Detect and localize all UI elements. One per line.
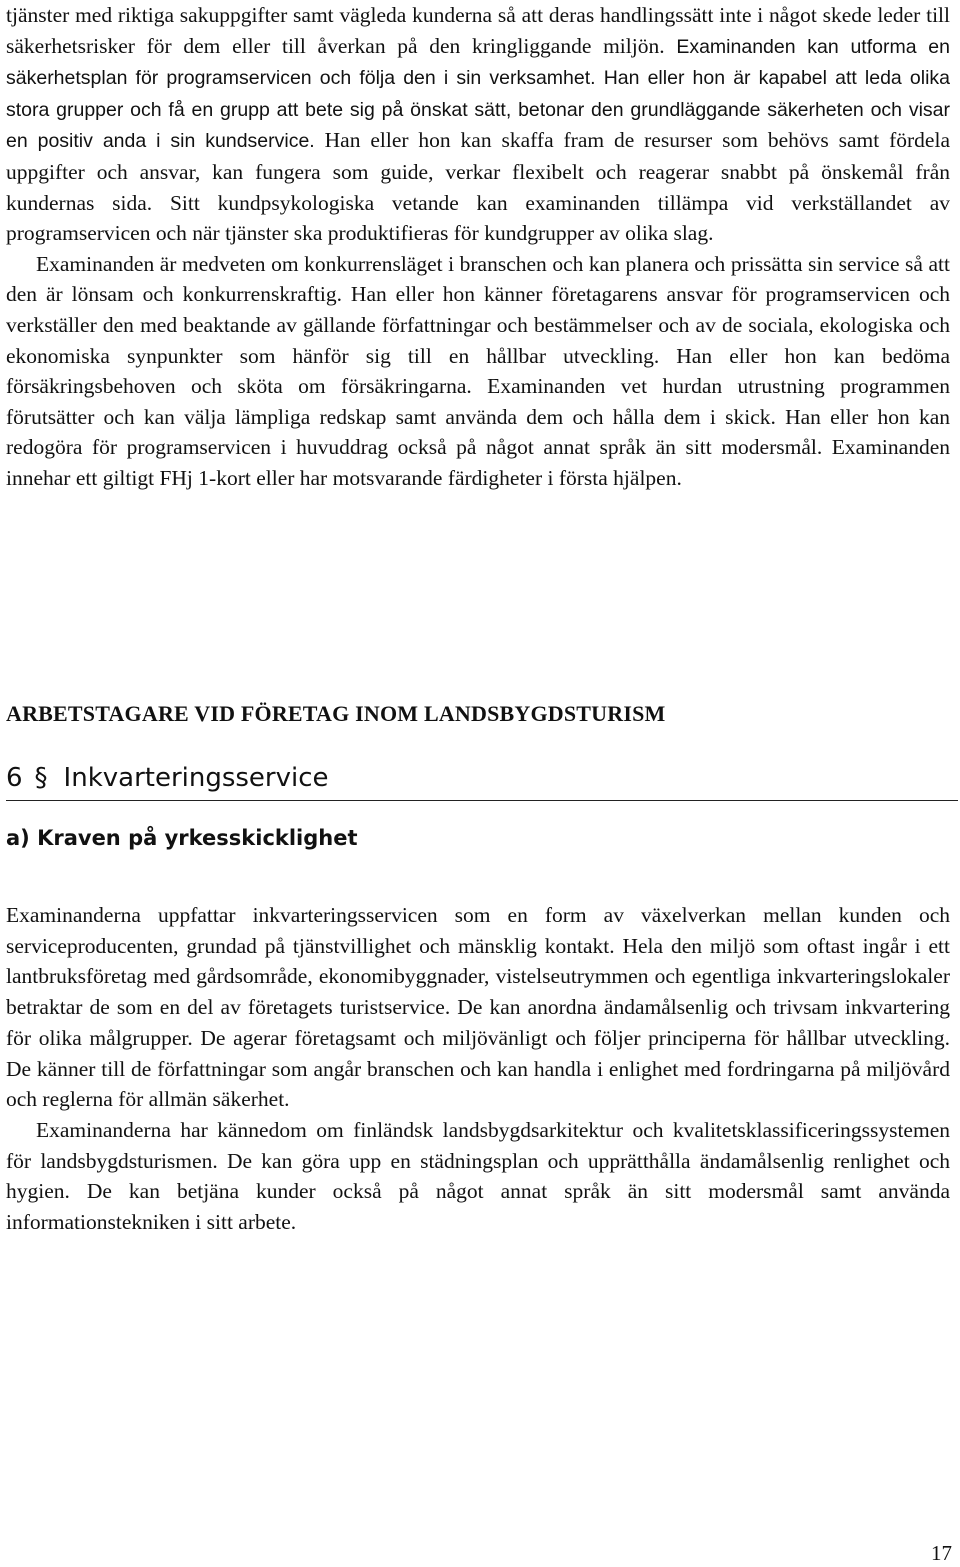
intro-paragraph-2: Examinanden är medveten om konkurrensläget i branschen och kan planera och prissätta sin service så att den är lönsam och konkurrenskraftig. Han eller hon känner företagarens ansvar för programservicen och verkställer den med beaktande av gällande författningar och bestämmelser och av de sociala, ekologiska och ekonomiska synpunkter som hänför sig till en hållbar utveckling. Han eller hon kan bedöma försäkringsbehoven och sköta om försäkringarna. Examinanden vet hurdan utrustning programmen förutsätter och kan välja lämpliga redskap samt använda dem och hålla dem i skick. Han eller hon kan redogöra för programservicen i huvuddrag också på något annat språk än sitt modersmål. Examinanden innehar ett giltigt FHj 1-kort eller har motsvarande färdigheter i första hjälpen. [6,251,950,490]
section-symbol: § [34,763,48,793]
body-paragraph-2: Examinanderna har kännedom om finländsk landsbygdsarkitektur och kvalitetsklassificeringssystemen för landsbygdsturismen. De kan göra upp en städningsplan och upprätthålla ändamålsenlig renlighet och hygien. De kan betjäna kunder också på något annat språk än sitt modersmål samt använda informationstekniken i sitt arbete. [6,1117,950,1235]
intro-paragraph-1 [6,0,950,249]
chapter-number: 6 [6,763,23,793]
body-paragraph-1: Examinanderna uppfattar inkvarteringsservicen som en form av växelverkan mellan kunden och serviceproducenten, grundad på tjänstvillighet och mänsklig kontakt. Hela den miljö som oftast ingår i ett lantbruksföretag med gårdsområde, ekonomibyggnader, vistelseutrymmen och egentliga inkvarteringslokaler betraktar de som en del av företagets turistservice. De kan anordna ändamålsenlig och trivsam inkvartering för olika målgrupper. De agerar företagsamt och miljövänligt och följer principerna för hållbar utveckling. De känner till de författningar som angår branschen och kan handla i enlighet med fordringarna på miljövård och reglerna för allmän säkerhet. [6,903,950,1112]
chapter-title: Inkvarteringsservice [63,763,329,793]
subsection-title: a) Kraven på yrkesskicklighet [6,826,358,850]
section-title: ARBETSTAGARE VID FÖRETAG INOM LANDSBYGDSTURISM [6,701,666,726]
intro-paragraph-1-part-c: Han eller hon kan skaffa fram de resurser som behövs samt fördela uppgifter och ansvar, kan fungera som guide, verkar flexibelt och reagerar snabbt på önskemål från kundernas sida. Sitt kundpsykologiska vetande kan examinanden tillämpa vid verkställandet av programservicen och när tjänster ska produktifieras för kundgrupper av olika slag. [6,128,950,246]
body-text-block [6,900,950,1238]
chapter-heading [6,760,958,801]
page-number: 17 [931,1541,952,1565]
intro-paragraph-1-part-b: Examinanden kan utforma en säkerhetsplan för programservicen och följa den i sin verksamhet. Han eller hon är kapabel att leda olika stora grupper och få en grupp att bete sig på önskat sätt, betonar den grundläggande säkerheten och visar en positiv anda i sin kundservice. [6,35,950,153]
intro-paragraph-1-part-a: tjänster med riktiga sakuppgifter samt vägleda kunderna så att deras handlingssätt inte i något skede leder till säkerhetsrisker för dem eller till åverkan på den kringliggande miljön. [6,3,950,58]
intro-text-block [6,0,950,494]
